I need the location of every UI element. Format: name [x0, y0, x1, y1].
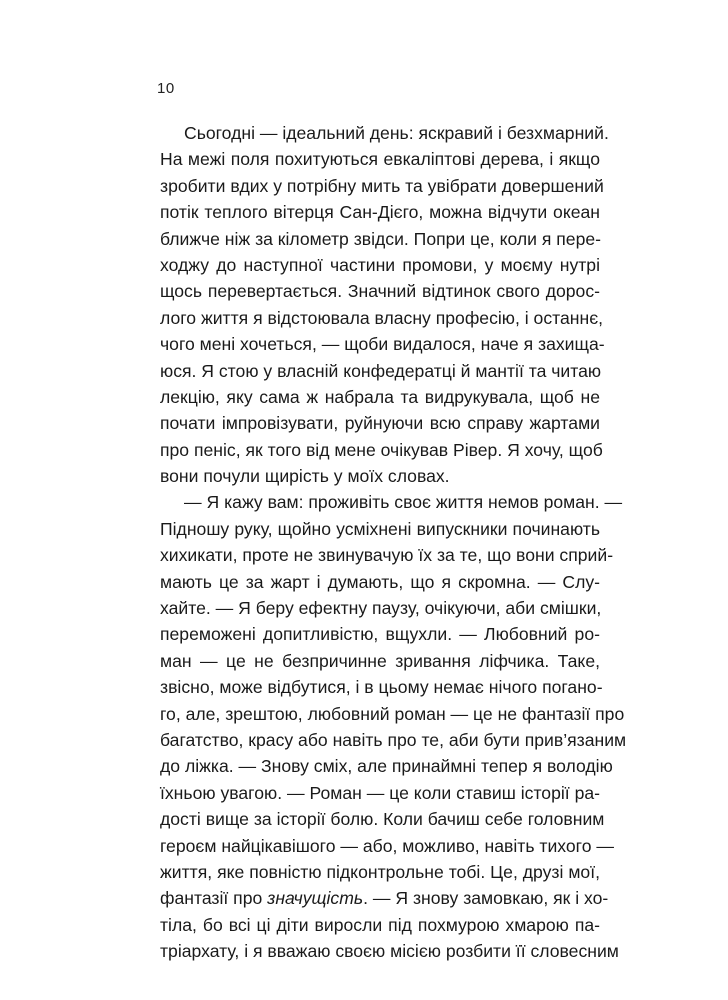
text-line: [160, 358, 600, 384]
text-line-content: юся. Я стою у власній конфедератці й мантії та читаю: [160, 360, 602, 381]
text-line: [160, 463, 600, 489]
italic-emphasis: значущість: [267, 888, 364, 909]
text-line: [160, 569, 600, 595]
text-line-content: хихикати, проте не звинувачую їх за те, що вони сприй-: [160, 545, 614, 566]
text-line-content: зробити вдих у потрібну мить та увібрати довершений: [160, 175, 604, 196]
text-line-content: Підношу руку, щойно усміхнені випускники починають: [160, 518, 600, 539]
text-line-content: їхньою увагою. — Роман — це коли ставиш історії ра-: [160, 782, 600, 803]
text-line: [160, 912, 600, 938]
text-line-content: багатство, красу або навіть про те, аби бути прив’язаним: [160, 729, 627, 750]
text-line: [160, 727, 627, 753]
text-line-content: переможені допитливістю, вщухли. — Любовний ро-: [160, 624, 600, 645]
text-line-content: звісно, може відбутися, і в цьому немає нічого погано-: [160, 677, 603, 698]
text-segment: фантазії про: [160, 888, 268, 909]
text-line-content: ходжу до наступної частини промови, у моєму нутрі: [160, 254, 600, 275]
text-line: [160, 437, 603, 463]
text-line: [160, 674, 603, 700]
text-line-content: го, але, зрештою, любовний роман — це не фантазії про: [160, 703, 625, 724]
text-line: [160, 780, 600, 806]
text-segment: . — Я знову замовкаю, як і хо-: [363, 888, 609, 909]
text-line: [160, 833, 614, 859]
text-line: [160, 701, 625, 727]
text-line-content: щось перевертається. Значний відтинок свого дорос-: [160, 281, 600, 302]
text-line: [160, 621, 600, 647]
text-line-content: хайте. — Я беру ефектну паузу, очікуючи, аби смішки,: [160, 598, 602, 619]
text-line-content: потік теплого вітерця Сан-Дієго, можна відчути океан: [160, 202, 600, 223]
text-line: [160, 489, 623, 515]
text-line: [160, 542, 614, 568]
text-line-content: — Я кажу вам: проживіть своє життя немов роман. —: [184, 492, 623, 513]
text-line: [160, 516, 600, 542]
text-line: [160, 226, 600, 252]
text-line: [160, 938, 619, 964]
text-line: [160, 648, 600, 674]
text-line-content: про пеніс, як того від мене очікував Рівер. Я хочу, щоб: [160, 439, 603, 460]
text-line-content: вони почули щирість у моїх словах.: [160, 466, 450, 487]
text-line: [160, 859, 600, 885]
text-line: [160, 146, 600, 172]
text-line-content: тіла, бо всі ці діти виросли під похмурою хмарою па-: [160, 914, 600, 935]
text-line: [160, 120, 609, 146]
text-line: [160, 278, 600, 304]
text-line-content: ближче ніж за кілометр звідси. Попри це, коли я пере-: [160, 228, 602, 249]
text-line: [160, 331, 605, 357]
text-line: [160, 753, 613, 779]
text-line: [160, 410, 600, 436]
text-line-content: чого мені хочеться, — щоби видалося, наче я захища-: [160, 334, 605, 355]
text-line-content: життя, яке повністю підконтрольне тобі. Це, друзі мої,: [160, 861, 600, 882]
text-line: [160, 305, 604, 331]
text-line-content: дості вище за історії болю. Коли бачиш себе головним: [160, 809, 605, 830]
text-line-content: Сьогодні — ідеальний день: яскравий і безхмарний.: [184, 123, 609, 143]
text-line-content: лекцію, яку сама ж набрала та видрукувала, щоб не: [160, 386, 600, 407]
text-line: [160, 252, 600, 278]
text-line: [160, 885, 609, 911]
text-line: [160, 595, 600, 621]
body-text: [160, 120, 627, 965]
text-line-content: тріархату, і я вважаю своєю місією розбити її словесним: [160, 941, 619, 962]
text-line-content: [160, 885, 609, 911]
text-line-content: почати імпровізувати, руйнуючи всю справу жартами: [160, 413, 600, 434]
text-line: [160, 806, 605, 832]
text-line-content: мають це за жарт і думають, що я скромна. — Слу-: [160, 571, 600, 592]
page-number: 10: [157, 80, 175, 97]
text-line-content: На межі поля похитуються евкаліптові дерева, і якщо: [160, 149, 600, 170]
text-line-content: ман — це не безпричинне зривання ліфчика. Таке,: [160, 650, 600, 671]
text-line-content: лого життя я відстоювала власну професію, і останнє,: [160, 307, 604, 328]
text-line: [160, 384, 600, 410]
text-line-content: до ліжка. — Знову сміх, але принаймні тепер я володію: [160, 756, 613, 777]
text-line-content: героєм найцікавішого — або, можливо, навіть тихого —: [160, 835, 614, 856]
text-line: [160, 199, 600, 225]
text-line: [160, 173, 604, 199]
